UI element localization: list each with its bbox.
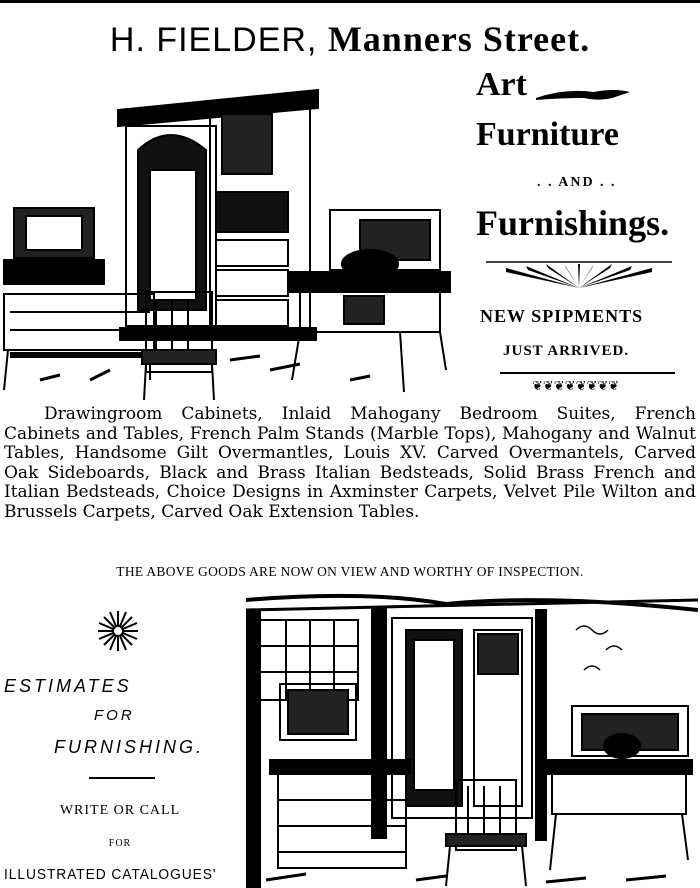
fan-rule-icon — [486, 258, 672, 290]
ornament-divider: ❦❦❦❦❦❦❦❦ — [532, 379, 620, 394]
estimates-divider — [89, 777, 155, 779]
write-or-call: WRITE OR CALL — [59, 803, 181, 818]
estimates-furnishing-line: FURNISHING. — [54, 737, 204, 757]
furniture-illustration — [0, 80, 460, 400]
inspection-notice: THE ABOVE GOODS ARE NOW ON VIEW AND WORTHY OF INSPECTION. — [116, 564, 584, 579]
furniture-heading: Furniture — [476, 116, 619, 153]
catalogues-label: ILLUSTRATED CATALOGUES' — [4, 866, 217, 883]
section-divider — [500, 372, 675, 374]
for-label: FOR — [108, 838, 132, 849]
street-name: Manners Street. — [327, 19, 591, 59]
goods-list: Drawingroom Cabinets, Inlaid Mahogany Bedroom Suites, French Cabinets and Tables, French Palm Stands (Marble Tops), Mahogany and Walnut Tables, Handsome Gilt Overmantles, Louis XV. Carved Overmantels, Carved Oak Sideboards, Black and Brass Italian Bedsteads, Solid Brass French and Italian Bedsteads, Choice Designs in Axminster Carpets, Velvet Pile Wilton and Brussels Carpets, Carved Oak Extension Tables. — [4, 404, 696, 522]
swash-icon — [534, 84, 634, 108]
top-border-rule — [0, 0, 700, 3]
just-arrived-notice: JUST ARRIVED. — [503, 343, 630, 359]
merchant-name: H. FIELDER, — [109, 21, 318, 59]
bedroom-illustration — [246, 590, 698, 888]
estimates-line: ESTIMATES — [4, 676, 132, 696]
furnishings-heading: Furnishings. — [476, 203, 670, 243]
new-shipments-notice: NEW SPIPMENTS — [480, 306, 644, 326]
art-heading: Art — [476, 66, 527, 103]
estimates-for-line: FOR — [94, 707, 135, 724]
sunburst-icon — [96, 609, 140, 653]
and-connector: . . AND . . — [537, 175, 617, 190]
page-title — [0, 18, 700, 60]
